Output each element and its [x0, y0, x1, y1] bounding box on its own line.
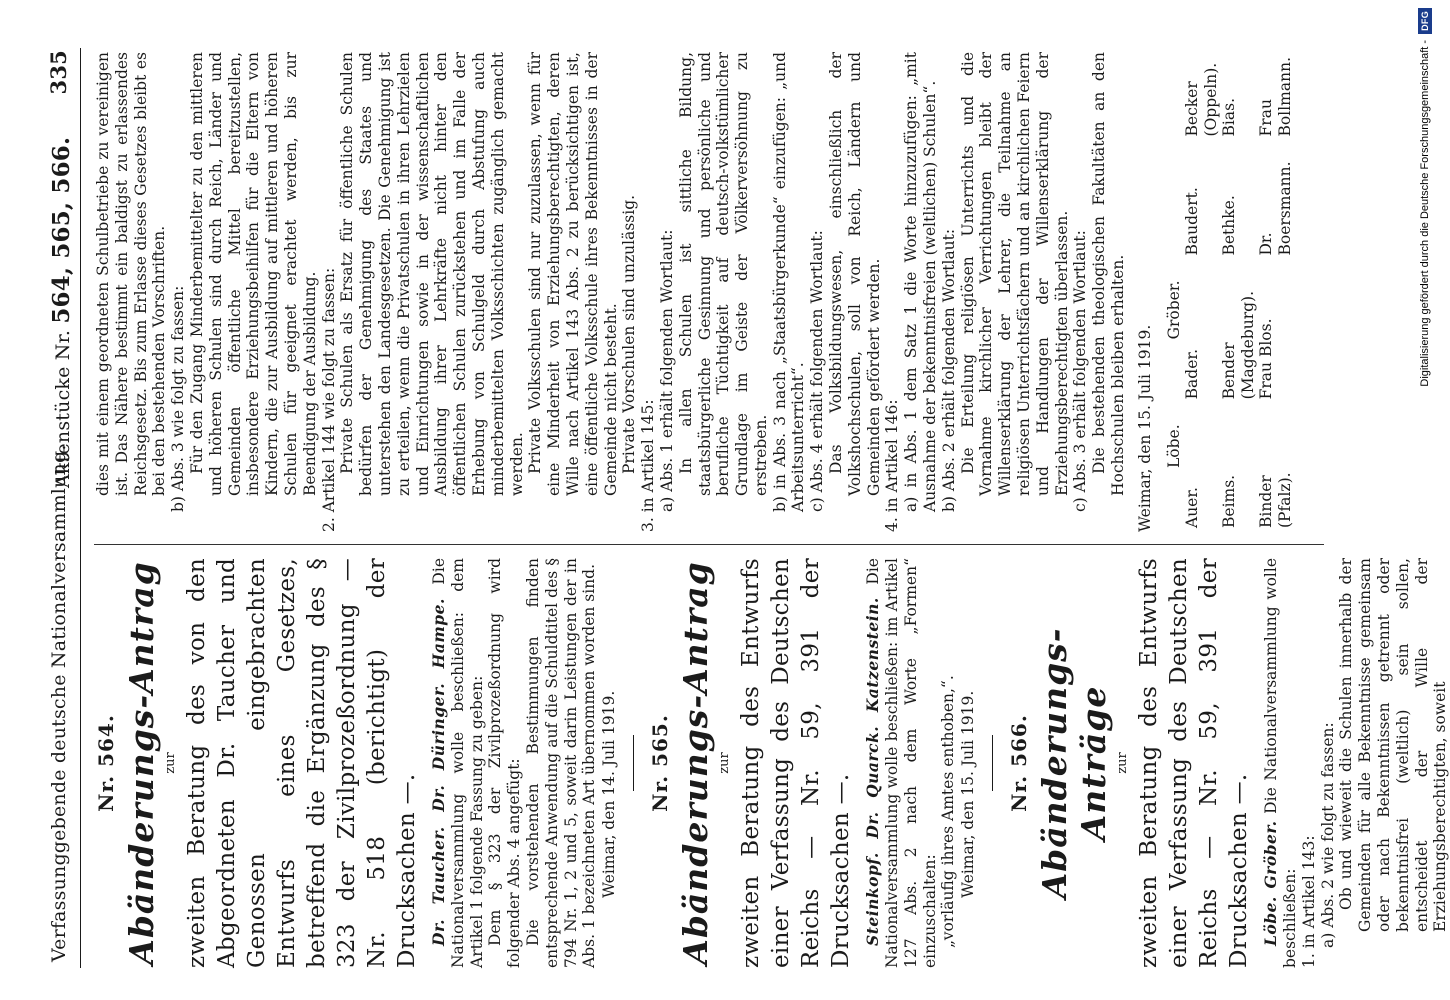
document-number-566: Nr. 566. — [1007, 714, 1032, 812]
separator-rule — [633, 735, 634, 791]
signer: Bender (Magdeburg). — [1220, 290, 1257, 400]
signer: Auer. — [1183, 487, 1202, 528]
item-3b: b) in Abs. 3 nach „Staatsbürgerkunde“ einzufügen: „und Arbeitsunterricht“. — [770, 52, 808, 512]
zur-565: zur — [717, 752, 733, 774]
item-566-1a: a) Abs. 2 wie folgt zu fassen: — [1318, 722, 1337, 948]
item-3a-text: In allen Schulen ist sittliche Bildung, staatsbürgerliche Gesinnung und persönliche und berufliche Tüchtigkeit auf deutsch-volkstümlicher Grundlage im Geiste der Völkerversöhnung zu erstreben. — [676, 52, 770, 496]
item-3: 3. in Artikel 145: — [639, 399, 658, 532]
signer: Baudert. — [1183, 187, 1202, 256]
running-head — [40, 48, 81, 968]
left-column — [94, 558, 1450, 968]
item-1b: b) Abs. 3 wie folgt zu fassen: — [169, 285, 188, 512]
document-title-565: Abänderungs-Antrag — [676, 561, 716, 965]
signer: Bader. — [1183, 348, 1202, 400]
item-4b-text: Die Erteilung religiösen Unterrichts und die Vornahme kirchlicher Verrichtungen bleibt der Willenserklärung der Lehrer, die Teilnahme an religiösen Unterrichtsfächern und an kirchlichen Feiern und Handlungen der Willenserklärung der Erziehungsberechtigten überlassen. — [958, 52, 1071, 496]
lead-566: zweiten Beratung des Entwurfs einer Verfassung des Deutschen Reichs — Nr. 59, 391 der Drucksachen —. — [1136, 558, 1253, 968]
signers-list — [1165, 52, 1295, 532]
date-565: Weimar, den 15. Juli 1919. — [959, 690, 978, 898]
motion-565-text: Die Nationalversammlung wolle beschließen: im Artikel 127 Abs. 2 nach dem Worte „Formen“ einzuschalten: — [864, 558, 939, 968]
sponsors-564: Dr. Taucher. Dr. Düringer. Hampe. — [429, 598, 448, 946]
item-2-para-2: Private Volksschulen sind nur zuzulassen, wenn für eine Minderheit von Erziehungsberechtigten, deren Wille nach Artikel 143 Abs. 2 zu berücksichtigen ist, eine öffentliche Volksschule ihres Bekenntnisses in der Gemeinde nicht besteht. — [526, 52, 620, 496]
motion-564-text: Die Nationalversammlung wolle beschließen: dem Artikel 1 folgende Fassung zu geben: — [430, 558, 486, 968]
lead-564: zweiten Beratung des von den Abgeordneten Dr. Taucher und Genossen eingebrachten Entwurfs eines Gesetzes, betreffend die Ergänzung des § 323 der Zivilprozeßordnung — Nr. 518 (berichtigt) der Drucksachen —. — [184, 558, 420, 968]
item-4b: b) Abs. 2 erhält folgenden Wortlaut: — [939, 228, 958, 512]
signer — [1165, 52, 1184, 136]
motion-566 — [1262, 558, 1300, 968]
paragraph-564-3: Die vorstehenden Bestimmungen finden entsprechende Anwendung auf die Schuldtitel des § 794 Nr. 1, 2 und 5, soweit darin Leistungen der in Abs. 1 bezeichneten Art übernommen worden sind. — [523, 558, 599, 968]
signer: Becker (Oppeln). — [1183, 62, 1220, 137]
document-title-566: Abänderungs-Anträge — [1035, 627, 1114, 899]
document-title-564: Abänderungs-Antrag — [122, 561, 161, 965]
signer: Bethke. — [1220, 195, 1239, 256]
item-2-para-1: Private Schulen als Ersatz für öffentliche Schulen bedürfen der Genehmigung des Staates und unterstehen den Landesgesetzen. Die Genehmigung ist zu erteilen, wenn die Privatschulen in ihren Lehrzielen und Einrichtungen sowie in der wissenschaftlichen Ausbildung ihrer Lehrkräfte nicht hinter den öffentlichen Schulen zurückstehen und im Falle der Erhebung von Schulgeld durch Abstufung auch minderbemittelten Volksschichten zugänglich gemacht werden. — [338, 52, 526, 496]
signer: Löbe. — [1164, 424, 1183, 468]
motion-565 — [864, 558, 939, 968]
item-566-1a-text: Ob und wieweit die Schulen innerhalb der Gemeinden für alle Bekenntnisse gemeinsam oder nach Bekenntnissen getrennt oder bekenntnisfrei (weltlich) sein sollen, entscheidet der Wille der Erziehungsberechtigten, soweit — [1337, 558, 1450, 932]
document-number-564: Nr. 564. — [94, 714, 118, 812]
header-aktenstuecke — [48, 137, 75, 488]
signer: Bias. — [1220, 97, 1239, 137]
digitization-credit — [1416, 8, 1434, 993]
item-2-para-3: Private Vorschulen sind unzulässig. — [620, 194, 639, 474]
separator-rule — [992, 735, 993, 791]
item-566-1: 1. in Artikel 143: — [1299, 835, 1318, 968]
motion-566-text: Die Nationalversammlung wolle beschließen: — [1262, 558, 1299, 968]
motion-564 — [430, 558, 486, 968]
item-3a: a) Abs. 1 erhält folgenden Wortlaut: — [657, 229, 676, 512]
header-title: Verfassunggebende deutsche Nationalversammlung. — [48, 444, 70, 962]
signer: Frau Bollmann. — [1257, 56, 1294, 137]
item-4: 4. in Artikel 146: — [883, 399, 902, 532]
lead-565: zweiten Beratung des Entwurfs einer Verfassung des Deutschen Reichs — Nr. 59, 391 der Drucksachen —. — [738, 558, 855, 968]
date-566: Weimar, den 15. Juli 1919. — [1135, 324, 1154, 532]
credit-text: Digitalisierung gefördert durch die Deutsche Forschungsgemeinschaft - — [1419, 39, 1431, 387]
continuation-text: dies mit einem geordneten Schulbetriebe zu vereinigen ist. Das Nähere bestimmt ein baldigst zu erlassendes Reichsgesetz. Bis zum Erlasse dieses Gesetzes bleibt es bei den bestehenden Vorschriften. — [94, 52, 169, 496]
item-3c-text: Das Volksbildungswesen, einschließlich der Volkshochschulen, soll von Reich, Ländern und Gemeinden gefördert werden. — [827, 52, 883, 496]
item-3c: c) Abs. 4 erhält folgenden Wortlaut: — [808, 230, 827, 512]
signer: Beims. — [1220, 474, 1239, 528]
signer — [1165, 156, 1184, 255]
document-number-565: Nr. 565. — [648, 714, 673, 812]
header-label: Aktenstücke Nr. — [52, 329, 74, 488]
sponsors-566: Löbe. Gröber. — [1261, 820, 1281, 946]
item-2: 2. Artikel 144 wie folgt zu fassen: — [319, 267, 338, 532]
item-4a: a) in Abs. 1 dem Satz 1 die Worte hinzuzufügen: „mit Ausnahme der bekenntnisfreien (weltlichen) Schulen“. — [902, 52, 940, 512]
paragraph-564-2: Dem § 323 der Zivilprozeßordnung wird folgender Abs. 4 angefügt: — [486, 558, 524, 968]
signer: Binder (Pfalz). — [1257, 472, 1294, 528]
paragraph-565-2: „vorläufig ihres Amtes enthoben,“. — [939, 675, 958, 948]
signer: Gröber. — [1164, 280, 1183, 340]
zur-564: zur — [163, 752, 178, 774]
right-column — [94, 52, 1294, 532]
dfg-logo: DFG — [1418, 8, 1432, 34]
header-numbers: 564, 565, 566. — [48, 136, 75, 324]
signer: Frau Blos. — [1257, 318, 1276, 400]
date-564: Weimar, den 14. Juli 1919. — [600, 690, 619, 898]
item-4c: c) Abs. 3 erhält folgenden Wortlaut: — [1071, 230, 1090, 512]
column-rule — [94, 544, 1324, 545]
item-1b-text: Für den Zugang Minderbemittelter zu den mittleren und höheren Schulen sind durch Reich, Länder und Gemeinden öffentliche Mittel bereitzustellen, insbesondere Erziehungsbeihilfen für die Eltern von Kindern, die zur Ausbildung auf mittleren und höheren Schulen für geeignet erachtet werden, bis zur Beendigung der Ausbildung. — [187, 52, 319, 496]
signer: Dr. Boersmann. — [1257, 161, 1294, 256]
item-4c-text: Die bestehenden theologischen Fakultäten an den Hochschulen bleiben erhalten. — [1090, 52, 1128, 496]
page-number: 335 — [46, 50, 71, 95]
sponsors-565: Steinkopf. Dr. Quarck. Katzenstein. — [863, 597, 883, 946]
zur-566: zur — [1115, 752, 1131, 774]
